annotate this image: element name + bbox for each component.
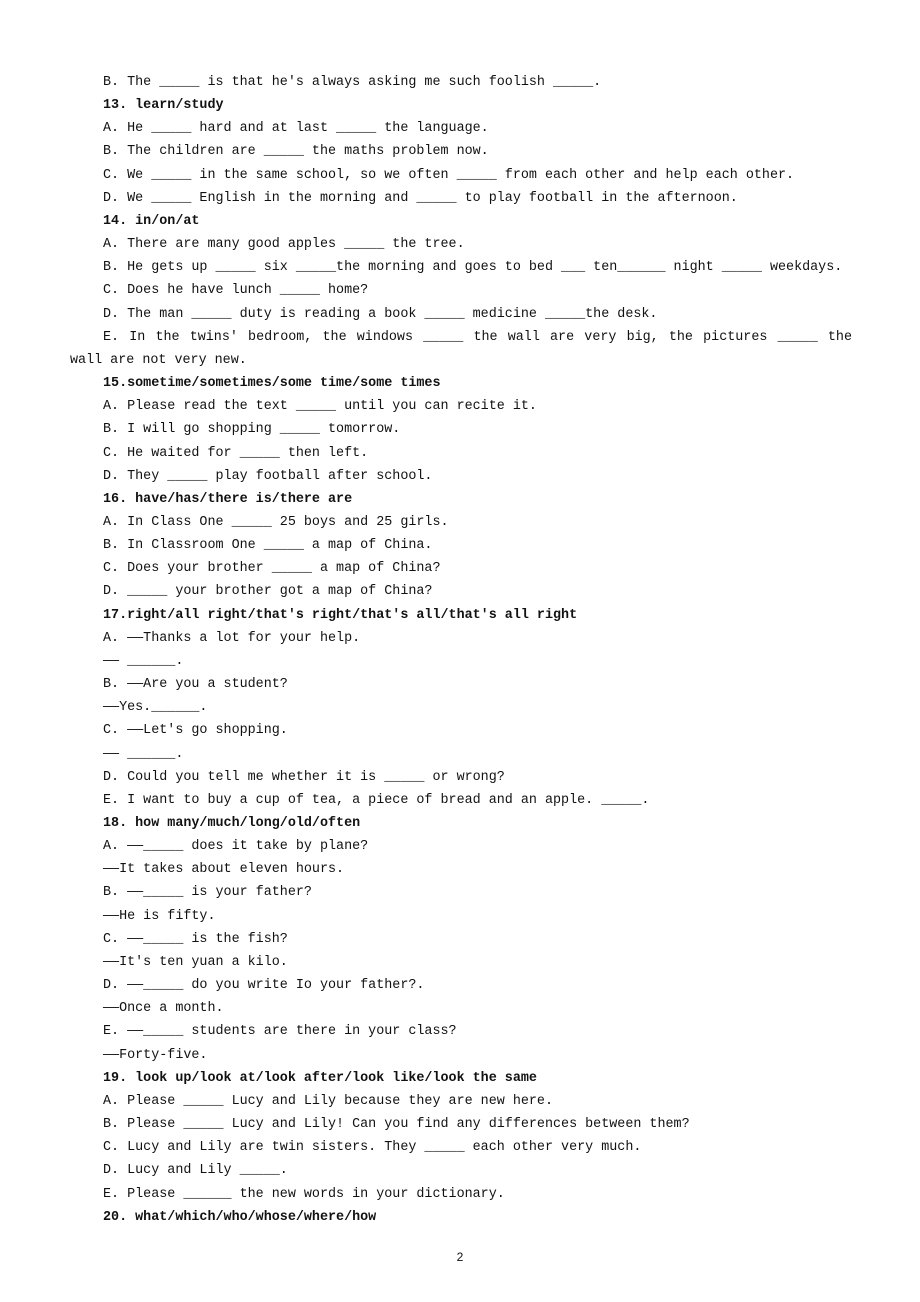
- question-heading: 16. have/has/there is/there are: [103, 491, 353, 507]
- question-heading: 14. in/on/at: [103, 213, 200, 229]
- exercise-line: ——Once a month.: [103, 1001, 224, 1017]
- exercise-line: A. ——_____ does it take by plane?: [103, 839, 369, 855]
- exercise-line: A. Please _____ Lucy and Lily because they are new here.: [103, 1093, 553, 1109]
- question-heading: 20. what/which/who/whose/where/how: [103, 1209, 377, 1225]
- exercise-line: ——It's ten yuan a kilo.: [103, 954, 288, 970]
- exercise-line: D. We _____ English in the morning and _____ to play football in the afternoon.: [103, 190, 738, 206]
- exercise-line: B. In Classroom One _____ a map of China.: [103, 538, 433, 554]
- exercise-line: D. Could you tell me whether it is _____ or wrong?: [103, 769, 505, 785]
- exercise-line: B. ——Are you a student?: [103, 677, 288, 693]
- exercise-line: ——Forty-five.: [103, 1047, 208, 1063]
- exercise-line: A. In Class One _____ 25 boys and 25 girls.: [103, 514, 449, 530]
- exercise-line: B. The _____ is that he's always asking me such foolish _____.: [103, 75, 602, 90]
- exercise-line: C. He waited for _____ then left.: [103, 445, 369, 461]
- exercise-line: E. ——_____ students are there in your class?: [103, 1024, 457, 1040]
- question-heading: 18. how many/much/long/old/often: [103, 816, 361, 831]
- exercise-line: E. I want to buy a cup of tea, a piece of bread and an apple. _____.: [103, 792, 650, 808]
- exercise-line: A. He _____ hard and at last _____ the language.: [103, 121, 489, 137]
- exercise-line: C. We _____ in the same school, so we often _____ from each other and help each other.: [103, 167, 795, 183]
- exercise-line: B. ——_____ is your father?: [103, 885, 312, 901]
- question-heading: 19. look up/look at/look after/look like/look the same: [103, 1070, 537, 1086]
- question-heading: 13. learn/study: [103, 98, 224, 114]
- exercise-line: B. The children are _____ the maths problem now.: [103, 144, 489, 160]
- exercise-line: ——Yes.______.: [103, 700, 208, 716]
- exercise-line: D. _____ your brother got a map of China?: [103, 584, 433, 600]
- exercise-line: D. ——_____ do you write Io your father?.: [103, 978, 425, 994]
- page-number: 2: [456, 1250, 464, 1264]
- exercise-line: —— ______.: [103, 746, 184, 762]
- exercise-line: C. Lucy and Lily are twin sisters. They _____ each other very much.: [103, 1140, 642, 1156]
- exercise-line: B. Please _____ Lucy and Lily! Can you find any differences between them?: [103, 1117, 690, 1133]
- exercise-line: C. ——Let's go shopping.: [103, 723, 288, 739]
- exercise-line: A. Please read the text _____ until you can recite it.: [103, 399, 537, 415]
- exercise-line: ——It takes about eleven hours.: [103, 862, 345, 878]
- document-body: [70, 71, 852, 1229]
- exercise-line: C. Does your brother _____ a map of China?: [103, 561, 441, 577]
- exercise-line: B. I will go shopping _____ tomorrow.: [103, 422, 401, 438]
- exercise-line: ——He is fifty.: [103, 908, 216, 924]
- question-heading: 17.right/all right/that's right/that's all/that's all right: [103, 607, 578, 623]
- exercise-line: C. ——_____ is the fish?: [103, 931, 288, 947]
- exercise-line: A. There are many good apples _____ the tree.: [103, 237, 465, 253]
- exercise-line: B. He gets up _____ six _____the morning and goes to bed ___ ten______ night _____ weekdays.: [103, 260, 843, 276]
- exercise-line: —— ______.: [103, 653, 184, 669]
- exercise-line: D. The man _____ duty is reading a book _____ medicine _____the desk.: [103, 306, 658, 322]
- exercise-line: E. In the twins' bedroom, the windows _____ the wall are very big, the pictures _____ the wall are not very new.: [70, 329, 852, 368]
- question-heading: 15.sometime/sometimes/some time/some times: [103, 376, 441, 392]
- exercise-line: A. ——Thanks a lot for your help.: [103, 630, 361, 646]
- exercise-line: D. Lucy and Lily _____.: [103, 1163, 288, 1179]
- exercise-line: D. They _____ play football after school.: [103, 468, 433, 484]
- exercise-line: E. Please ______ the new words in your dictionary.: [103, 1186, 505, 1202]
- exercise-line: C. Does he have lunch _____ home?: [103, 283, 369, 299]
